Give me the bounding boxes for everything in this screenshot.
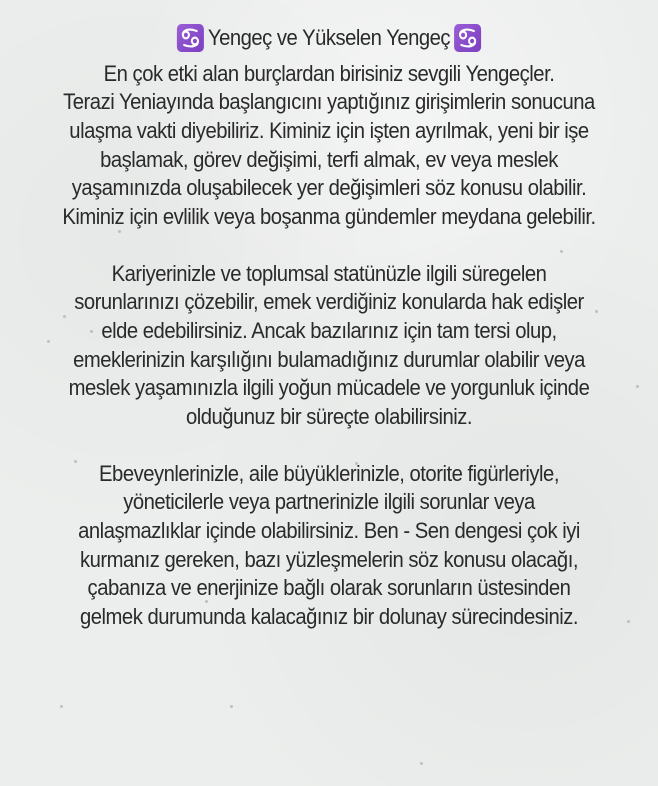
text-line: yaşamınızda oluşabilecek yer değişimleri söz konusu olabilir. bbox=[71, 175, 587, 201]
cancer-zodiac-icon bbox=[177, 24, 204, 52]
text-line: yöneticilerle veya partnerinizle ilgili sorunlar veya bbox=[123, 489, 535, 515]
paragraph-2 bbox=[33, 260, 625, 432]
cancer-zodiac-icon bbox=[454, 24, 481, 52]
text-line: Ebeveynlerinizle, aile büyüklerinizle, otorite figürleriyle, bbox=[99, 460, 559, 486]
text-line: sorunlarınızı çözebilir, emek verdiğiniz konularda hak edişler bbox=[74, 289, 584, 315]
texture-speck bbox=[636, 385, 639, 388]
text-line: gelmek durumunda kalacağınız bir dolunay sürecindesiniz. bbox=[80, 603, 578, 629]
paragraph-spacer bbox=[33, 231, 625, 259]
text-line: emeklerinizin karşılığını bulamadığınız durumlar olabilir veya bbox=[73, 346, 585, 372]
texture-speck bbox=[420, 762, 423, 765]
text-line: çabanıza ve enerjinize bağlı olarak sorunların üstesinden bbox=[87, 575, 571, 601]
text-line: meslek yaşamınızla ilgili yoğun mücadele ve yorgunluk içinde bbox=[68, 375, 590, 401]
paragraph-spacer bbox=[33, 431, 625, 459]
text-line: olduğunuz bir süreçte olabilirsiniz. bbox=[185, 403, 473, 429]
text-line: başlamak, görev değişimi, terfi almak, ev veya meslek bbox=[100, 146, 558, 172]
paragraph-3 bbox=[33, 460, 625, 632]
text-line: anlaşmazlıklar içinde olabilirsiniz. Ben - Sen dengesi çok iyi bbox=[78, 517, 580, 543]
texture-speck bbox=[627, 620, 630, 623]
paragraph-1 bbox=[33, 60, 625, 232]
text-line: En çok etki alan burçlardan birisiniz sevgili Yengeçler. bbox=[103, 60, 555, 86]
text-line: Terazi Yeniayında başlangıcını yaptığınız girişimlerin sonucuna bbox=[63, 89, 595, 115]
text-line: Kiminiz için evlilik veya boşanma gündemler meydana gelebilir. bbox=[62, 203, 596, 229]
horoscope-text bbox=[33, 24, 625, 631]
text-line: kurmanız gereken, bazı yüzleşmelerin söz konusu olacağı, bbox=[80, 546, 578, 572]
texture-speck bbox=[60, 705, 63, 708]
text-line: elde edebilirsiniz. Ancak bazılarınız için tam tersi olup, bbox=[101, 318, 557, 344]
text-line: ulaşma vakti diyebiliriz. Kiminiz için işten ayrılmak, yeni bir işe bbox=[69, 118, 589, 144]
texture-speck bbox=[230, 705, 233, 708]
text-line: Kariyerinizle ve toplumsal statünüzle ilgili süregelen bbox=[111, 260, 547, 286]
title-text: Yengeç ve Yükselen Yengeç bbox=[207, 25, 451, 50]
title-line bbox=[33, 24, 625, 60]
